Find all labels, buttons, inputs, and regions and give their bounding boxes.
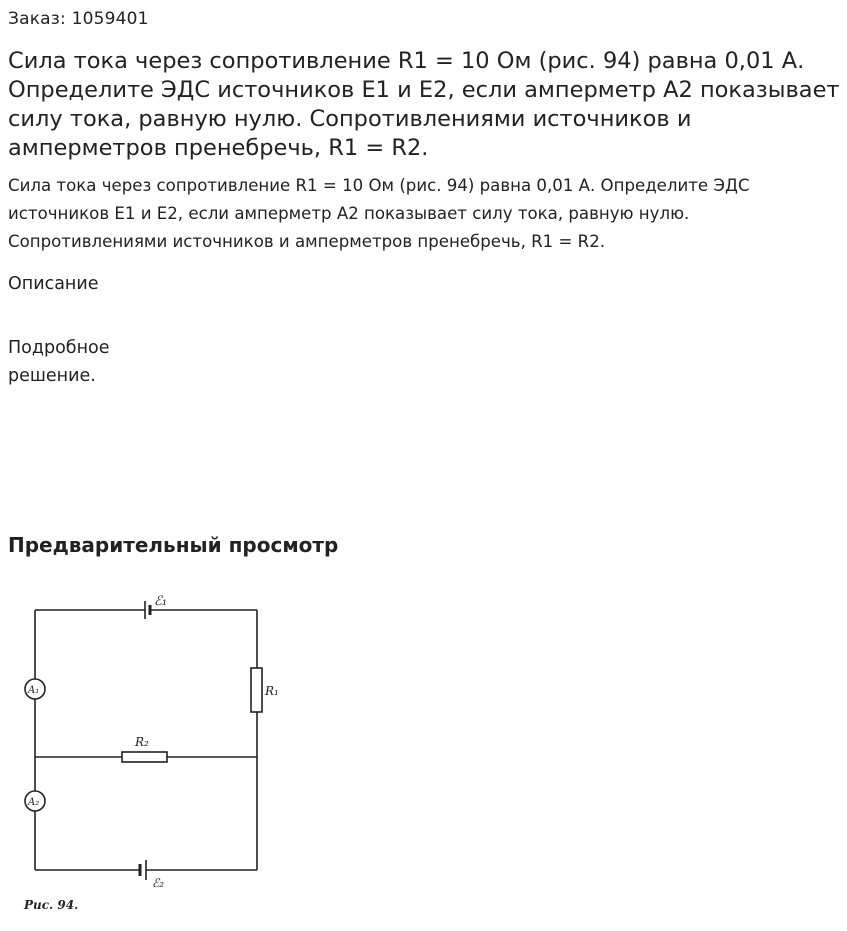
problem-title: Сила тока через сопротивление R1 = 10 Ом (рис. 94) равна 0,01 А. Определите ЭДС источников E1 и E2, если амперметр A2 показывает силу тока, равную нулю. Сопротивлениями источников и амперметров пренебречь, R1 = R2. xyxy=(8,48,840,161)
label-e1: ℰ₁ xyxy=(154,594,168,609)
label-r1: R₁ xyxy=(265,684,279,698)
label-r2: R₂ xyxy=(135,735,149,749)
preview-heading: Предварительный просмотр xyxy=(8,533,339,557)
label-a2: A₂ xyxy=(28,797,40,808)
resistor-r2 xyxy=(122,752,167,762)
circuit-diagram xyxy=(0,575,320,925)
figure-caption: Рис. 94. xyxy=(24,898,79,912)
resistor-r1 xyxy=(251,668,262,712)
description-label: Описание xyxy=(8,274,99,294)
problem-statement: Сила тока через сопротивление R1 = 10 Ом (рис. 94) равна 0,01 А. Определите ЭДС источников E1 и E2, если амперметр A2 показывает силу тока, равную нулю. Сопротивлениями источников и амперметров пренебречь, R1 = R2. xyxy=(8,176,750,251)
order-number: Заказ: 1059401 xyxy=(8,9,149,29)
label-e2: ℰ₂ xyxy=(152,876,165,890)
description-text: Подробное решение. xyxy=(8,338,110,386)
circuit-figure xyxy=(0,575,320,925)
label-a1: A₁ xyxy=(28,685,40,696)
